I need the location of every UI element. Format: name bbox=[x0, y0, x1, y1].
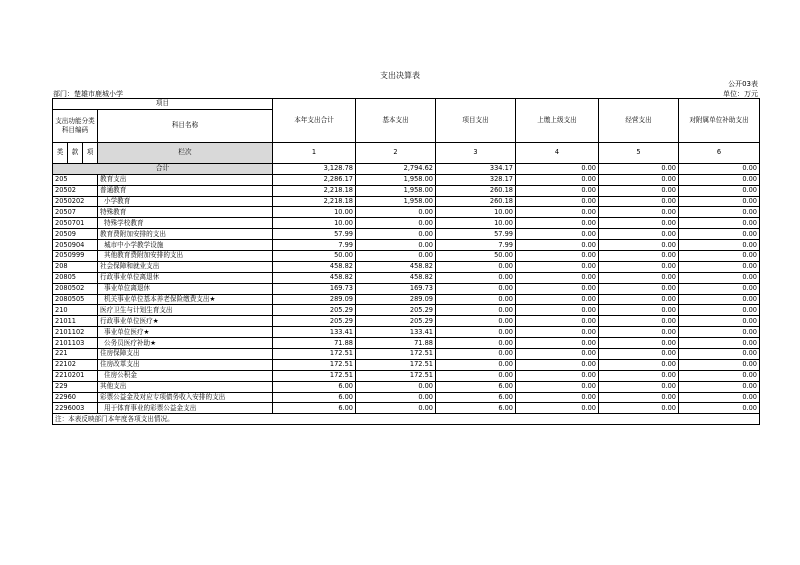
subject-code: 22960 bbox=[53, 392, 98, 403]
subject-code: 229 bbox=[53, 381, 98, 392]
amount-cell: 0.00 bbox=[679, 251, 760, 262]
subject-name: 住房改革支出 bbox=[98, 359, 273, 370]
amount-cell: 0.00 bbox=[599, 283, 679, 294]
amount-cell: 0.00 bbox=[516, 327, 599, 338]
amount-cell: 0.00 bbox=[679, 229, 760, 240]
amount-cell: 1,958.00 bbox=[356, 174, 436, 185]
table-row bbox=[53, 338, 760, 349]
amount-cell: 289.09 bbox=[356, 294, 436, 305]
header-func-class: 支出功能分类科目编码 bbox=[53, 109, 98, 142]
amount-cell: 0.00 bbox=[516, 251, 599, 262]
amount-cell: 458.82 bbox=[356, 272, 436, 283]
amount-cell: 0.00 bbox=[436, 272, 516, 283]
amount-cell: 0.00 bbox=[436, 261, 516, 272]
subject-name: 小学教育 bbox=[98, 196, 273, 207]
amount-cell: 0.00 bbox=[516, 174, 599, 185]
subject-code: 210 bbox=[53, 305, 98, 316]
col-number: 1 bbox=[273, 142, 356, 163]
amount-cell: 0.00 bbox=[516, 240, 599, 251]
amount-cell: 172.51 bbox=[273, 370, 356, 381]
amount-cell: 0.00 bbox=[516, 261, 599, 272]
amount-cell: 0.00 bbox=[679, 207, 760, 218]
table-code: 公开03表 bbox=[728, 80, 758, 88]
subject-code: 20509 bbox=[53, 229, 98, 240]
table-row bbox=[53, 294, 760, 305]
amount-cell: 10.00 bbox=[436, 207, 516, 218]
header-project: 项目 bbox=[53, 99, 273, 110]
amount-cell: 57.99 bbox=[273, 229, 356, 240]
amount-cell: 0.00 bbox=[356, 251, 436, 262]
subject-name: 行政事业单位医疗★ bbox=[98, 316, 273, 327]
col-number: 6 bbox=[679, 142, 760, 163]
subject-name: 彩票公益金及对应专项债务收入安排的支出 bbox=[98, 392, 273, 403]
amount-cell: 172.51 bbox=[356, 349, 436, 360]
amount-cell: 205.29 bbox=[356, 316, 436, 327]
table-row bbox=[53, 359, 760, 370]
amount-cell: 6.00 bbox=[273, 392, 356, 403]
subject-code: 22102 bbox=[53, 359, 98, 370]
table-row bbox=[53, 381, 760, 392]
amount-cell: 133.41 bbox=[356, 327, 436, 338]
amount-cell: 2,218.18 bbox=[273, 196, 356, 207]
amount-cell: 0.00 bbox=[599, 174, 679, 185]
unit-label: 单位：万元 bbox=[723, 90, 758, 98]
amount-cell: 0.00 bbox=[599, 196, 679, 207]
subject-code: 208 bbox=[53, 261, 98, 272]
amount-cell: 6.00 bbox=[436, 392, 516, 403]
subject-code: 2050701 bbox=[53, 218, 98, 229]
table-row bbox=[53, 370, 760, 381]
amount-cell: 6.00 bbox=[436, 403, 516, 414]
amount-cell: 0.00 bbox=[599, 392, 679, 403]
total-value: 0.00 bbox=[679, 163, 760, 174]
amount-cell: 0.00 bbox=[356, 240, 436, 251]
subject-name: 事业单位离退休 bbox=[98, 283, 273, 294]
subject-code: 20507 bbox=[53, 207, 98, 218]
amount-cell: 6.00 bbox=[273, 381, 356, 392]
subject-code: 2080502 bbox=[53, 283, 98, 294]
amount-cell: 0.00 bbox=[516, 229, 599, 240]
header-subject-name: 科目名称 bbox=[98, 109, 273, 142]
amount-cell: 205.29 bbox=[273, 316, 356, 327]
amount-cell: 0.00 bbox=[599, 316, 679, 327]
col-number: 3 bbox=[436, 142, 516, 163]
amount-cell: 0.00 bbox=[599, 381, 679, 392]
amount-cell: 0.00 bbox=[679, 359, 760, 370]
note-row bbox=[53, 414, 760, 425]
amount-cell: 7.99 bbox=[273, 240, 356, 251]
subject-code: 2080505 bbox=[53, 294, 98, 305]
amount-cell: 0.00 bbox=[599, 229, 679, 240]
subject-name: 社会保障和就业支出 bbox=[98, 261, 273, 272]
subject-code: 2050999 bbox=[53, 251, 98, 262]
amount-cell: 458.82 bbox=[356, 261, 436, 272]
subject-name: 机关事业单位基本养老保险缴费支出★ bbox=[98, 294, 273, 305]
amount-cell: 0.00 bbox=[516, 294, 599, 305]
subject-code: 20805 bbox=[53, 272, 98, 283]
amount-cell: 0.00 bbox=[516, 316, 599, 327]
table-row bbox=[53, 283, 760, 294]
table-row bbox=[53, 174, 760, 185]
amount-cell: 458.82 bbox=[273, 261, 356, 272]
amount-cell: 0.00 bbox=[679, 381, 760, 392]
amount-cell: 0.00 bbox=[356, 229, 436, 240]
subject-name: 住房公积金 bbox=[98, 370, 273, 381]
amount-cell: 260.18 bbox=[436, 185, 516, 196]
amount-cell: 0.00 bbox=[599, 305, 679, 316]
amount-cell: 172.51 bbox=[356, 370, 436, 381]
table-row bbox=[53, 272, 760, 283]
amount-cell: 289.09 bbox=[273, 294, 356, 305]
amount-cell: 0.00 bbox=[599, 185, 679, 196]
total-value: 0.00 bbox=[516, 163, 599, 174]
table-row bbox=[53, 207, 760, 218]
amount-cell: 10.00 bbox=[273, 207, 356, 218]
amount-cell: 0.00 bbox=[436, 283, 516, 294]
header-col-operating: 经营支出 bbox=[599, 99, 679, 143]
subject-name: 特殊学校教育 bbox=[98, 218, 273, 229]
header-lei: 类 bbox=[53, 142, 68, 163]
amount-cell: 0.00 bbox=[599, 272, 679, 283]
table-row bbox=[53, 316, 760, 327]
amount-cell: 71.88 bbox=[273, 338, 356, 349]
amount-cell: 0.00 bbox=[356, 207, 436, 218]
amount-cell: 1,958.00 bbox=[356, 196, 436, 207]
amount-cell: 0.00 bbox=[679, 349, 760, 360]
table-note: 注：本表反映部门本年度各项支出情况。 bbox=[53, 414, 760, 425]
header-kuan: 款 bbox=[68, 142, 83, 163]
table-row bbox=[53, 251, 760, 262]
table-row bbox=[53, 185, 760, 196]
table-row bbox=[53, 349, 760, 360]
amount-cell: 0.00 bbox=[516, 196, 599, 207]
amount-cell: 0.00 bbox=[599, 218, 679, 229]
total-value: 0.00 bbox=[599, 163, 679, 174]
amount-cell: 0.00 bbox=[516, 207, 599, 218]
amount-cell: 0.00 bbox=[516, 305, 599, 316]
subject-name: 普通教育 bbox=[98, 185, 273, 196]
subject-name: 用于体育事业的彩票公益金支出 bbox=[98, 403, 273, 414]
subject-code: 2210201 bbox=[53, 370, 98, 381]
col-number: 5 bbox=[599, 142, 679, 163]
amount-cell: 57.99 bbox=[436, 229, 516, 240]
table-row bbox=[53, 229, 760, 240]
amount-cell: 0.00 bbox=[679, 327, 760, 338]
amount-cell: 0.00 bbox=[599, 327, 679, 338]
subject-name: 特殊教育 bbox=[98, 207, 273, 218]
amount-cell: 0.00 bbox=[599, 359, 679, 370]
amount-cell: 0.00 bbox=[516, 392, 599, 403]
amount-cell: 2,218.18 bbox=[273, 185, 356, 196]
amount-cell: 172.51 bbox=[273, 359, 356, 370]
header-lanci: 栏次 bbox=[98, 142, 273, 163]
amount-cell: 169.73 bbox=[273, 283, 356, 294]
amount-cell: 205.29 bbox=[356, 305, 436, 316]
header-col-subsidy: 对附属单位补助支出 bbox=[679, 99, 760, 143]
amount-cell: 6.00 bbox=[436, 381, 516, 392]
amount-cell: 0.00 bbox=[516, 272, 599, 283]
amount-cell: 0.00 bbox=[436, 294, 516, 305]
amount-cell: 10.00 bbox=[436, 218, 516, 229]
amount-cell: 0.00 bbox=[599, 370, 679, 381]
amount-cell: 458.82 bbox=[273, 272, 356, 283]
amount-cell: 0.00 bbox=[516, 218, 599, 229]
amount-cell: 0.00 bbox=[679, 272, 760, 283]
subject-name: 行政事业单位离退休 bbox=[98, 272, 273, 283]
amount-cell: 0.00 bbox=[679, 305, 760, 316]
amount-cell: 0.00 bbox=[599, 207, 679, 218]
amount-cell: 0.00 bbox=[356, 392, 436, 403]
amount-cell: 0.00 bbox=[436, 359, 516, 370]
amount-cell: 6.00 bbox=[273, 403, 356, 414]
amount-cell: 71.88 bbox=[356, 338, 436, 349]
amount-cell: 0.00 bbox=[516, 370, 599, 381]
amount-cell: 172.51 bbox=[273, 349, 356, 360]
subject-name: 城市中小学教学设施 bbox=[98, 240, 273, 251]
col-number: 2 bbox=[356, 142, 436, 163]
header-xiang: 项 bbox=[83, 142, 98, 163]
expenditure-table bbox=[52, 98, 760, 425]
amount-cell: 0.00 bbox=[679, 370, 760, 381]
total-row bbox=[53, 163, 760, 174]
table-row bbox=[53, 327, 760, 338]
header-col-upper: 上缴上级支出 bbox=[516, 99, 599, 143]
subject-name: 教育支出 bbox=[98, 174, 273, 185]
amount-cell: 0.00 bbox=[599, 403, 679, 414]
amount-cell: 0.00 bbox=[679, 174, 760, 185]
amount-cell: 0.00 bbox=[516, 283, 599, 294]
amount-cell: 0.00 bbox=[599, 349, 679, 360]
amount-cell: 0.00 bbox=[516, 403, 599, 414]
amount-cell: 0.00 bbox=[599, 251, 679, 262]
subject-code: 221 bbox=[53, 349, 98, 360]
amount-cell: 50.00 bbox=[273, 251, 356, 262]
subject-name: 住房保障支出 bbox=[98, 349, 273, 360]
subject-name: 其他支出 bbox=[98, 381, 273, 392]
amount-cell: 133.41 bbox=[273, 327, 356, 338]
amount-cell: 0.00 bbox=[599, 338, 679, 349]
amount-cell: 0.00 bbox=[436, 349, 516, 360]
amount-cell: 260.18 bbox=[436, 196, 516, 207]
amount-cell: 0.00 bbox=[599, 240, 679, 251]
header-col-basic: 基本支出 bbox=[356, 99, 436, 143]
table-row bbox=[53, 392, 760, 403]
subject-name: 医疗卫生与计划生育支出 bbox=[98, 305, 273, 316]
amount-cell: 0.00 bbox=[599, 294, 679, 305]
amount-cell: 1,958.00 bbox=[356, 185, 436, 196]
subject-code: 20502 bbox=[53, 185, 98, 196]
amount-cell: 0.00 bbox=[516, 359, 599, 370]
amount-cell: 0.00 bbox=[436, 338, 516, 349]
amount-cell: 0.00 bbox=[679, 261, 760, 272]
subject-name: 教育费附加安排的支出 bbox=[98, 229, 273, 240]
amount-cell: 0.00 bbox=[679, 403, 760, 414]
amount-cell: 10.00 bbox=[273, 218, 356, 229]
table-row bbox=[53, 196, 760, 207]
amount-cell: 0.00 bbox=[516, 349, 599, 360]
amount-cell: 169.73 bbox=[356, 283, 436, 294]
amount-cell: 0.00 bbox=[436, 316, 516, 327]
subject-code: 2101102 bbox=[53, 327, 98, 338]
header-col-project: 项目支出 bbox=[436, 99, 516, 143]
total-value: 2,794.62 bbox=[356, 163, 436, 174]
amount-cell: 0.00 bbox=[679, 294, 760, 305]
amount-cell: 0.00 bbox=[599, 261, 679, 272]
table-row bbox=[53, 305, 760, 316]
amount-cell: 7.99 bbox=[436, 240, 516, 251]
amount-cell: 0.00 bbox=[356, 218, 436, 229]
table-title: 支出决算表 bbox=[380, 71, 420, 80]
subject-code: 21011 bbox=[53, 316, 98, 327]
subject-name: 事业单位医疗★ bbox=[98, 327, 273, 338]
subject-code: 2296003 bbox=[53, 403, 98, 414]
amount-cell: 0.00 bbox=[436, 305, 516, 316]
amount-cell: 0.00 bbox=[356, 403, 436, 414]
amount-cell: 0.00 bbox=[436, 327, 516, 338]
amount-cell: 0.00 bbox=[436, 370, 516, 381]
table-row bbox=[53, 218, 760, 229]
total-value: 334.17 bbox=[436, 163, 516, 174]
table-row bbox=[53, 403, 760, 414]
subject-name: 公务员医疗补助★ bbox=[98, 338, 273, 349]
amount-cell: 0.00 bbox=[679, 316, 760, 327]
col-number: 4 bbox=[516, 142, 599, 163]
subject-code: 2101103 bbox=[53, 338, 98, 349]
amount-cell: 50.00 bbox=[436, 251, 516, 262]
table-row bbox=[53, 261, 760, 272]
amount-cell: 205.29 bbox=[273, 305, 356, 316]
total-value: 3,128.78 bbox=[273, 163, 356, 174]
amount-cell: 328.17 bbox=[436, 174, 516, 185]
amount-cell: 0.00 bbox=[679, 338, 760, 349]
amount-cell: 0.00 bbox=[679, 392, 760, 403]
subject-code: 2050904 bbox=[53, 240, 98, 251]
amount-cell: 0.00 bbox=[679, 218, 760, 229]
amount-cell: 0.00 bbox=[679, 283, 760, 294]
amount-cell: 0.00 bbox=[679, 185, 760, 196]
amount-cell: 0.00 bbox=[516, 185, 599, 196]
subject-code: 205 bbox=[53, 174, 98, 185]
amount-cell: 0.00 bbox=[516, 381, 599, 392]
total-label: 合计 bbox=[53, 163, 273, 174]
amount-cell: 0.00 bbox=[679, 240, 760, 251]
subject-code: 2050202 bbox=[53, 196, 98, 207]
subject-name: 其他教育费附加安排的支出 bbox=[98, 251, 273, 262]
amount-cell: 0.00 bbox=[356, 381, 436, 392]
header-col-total: 本年支出合计 bbox=[273, 99, 356, 143]
amount-cell: 172.51 bbox=[356, 359, 436, 370]
amount-cell: 0.00 bbox=[516, 338, 599, 349]
department-label: 部门：楚雄市鹿城小学 bbox=[53, 90, 123, 98]
amount-cell: 0.00 bbox=[679, 196, 760, 207]
table-row bbox=[53, 240, 760, 251]
amount-cell: 2,286.17 bbox=[273, 174, 356, 185]
